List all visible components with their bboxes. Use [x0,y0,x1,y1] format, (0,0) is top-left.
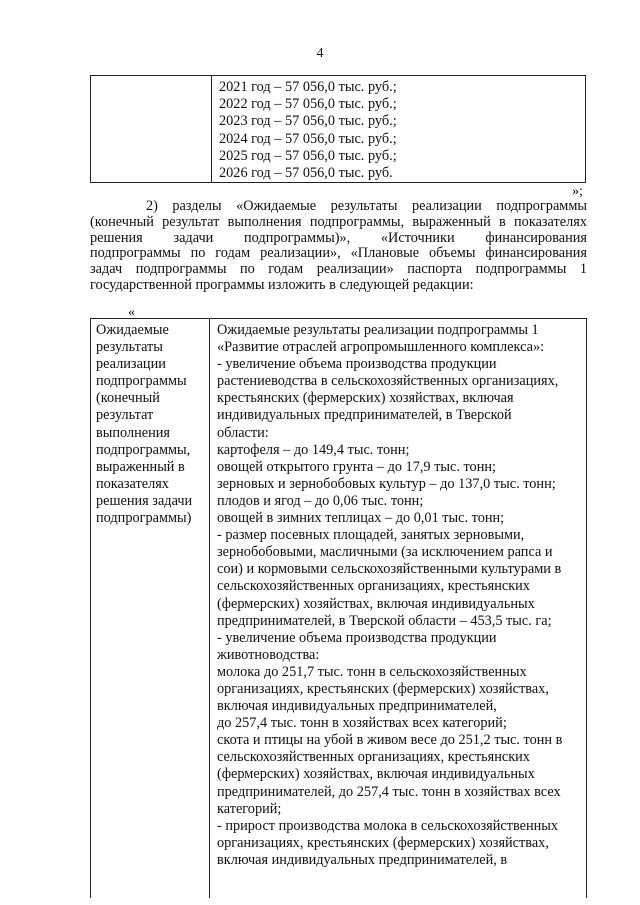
content-line: включая индивидуальных предпринимателей, [217,698,497,715]
content-line: плодов и ягод – до 0,06 тыс. тонн; [217,492,424,509]
opening-quote: « [128,305,135,320]
content-line: скота и птицы на убой в живом весе до 251,2 тыс. тонн в [217,732,563,749]
content-line: индивидуальных предпринимателей, в Тверской [217,407,512,424]
results-table [90,318,587,898]
funding-line: 2024 год – 57 056,0 тыс. руб.; [219,130,397,147]
funding-list [219,79,397,182]
funding-table [90,75,586,183]
results-header-cell [96,322,192,527]
table-column-divider [209,319,210,898]
funding-line: 2026 год – 57 056,0 тыс. руб. [219,165,393,182]
content-line: организациях, крестьянских (фермерских) хозяйствах, [217,680,549,697]
paragraph-line: решения задачи подпрограммы)», «Источники финансирования [90,229,587,246]
content-line: - увеличение объема производства продукции [217,356,497,373]
content-line: зернобобовыми, масличными (за исключением рапса и [217,544,553,561]
content-line: «Развитие отраслей агропромышленного комплекса»: [217,339,545,356]
content-line: предпринимателей, в Тверской области – 453,5 тыс. га; [217,612,552,629]
content-line: до 257,4 тыс. тонн в хозяйствах всех категорий; [217,715,507,732]
header-line: результат [96,407,154,424]
content-line: предпринимателей, до 257,4 тыс. тонн в хозяйствах всех [217,783,561,800]
header-line: подпрограммы, [96,441,191,458]
table-column-divider [211,76,212,182]
paragraph-line: задач подпрограммы по годам реализации» паспорта подпрограммы 1 [90,261,587,278]
content-line: молока до 251,7 тыс. тонн в сельскохозяйственных [217,663,527,680]
content-line: сельскохозяйственных организациях, крестьянских [217,749,530,766]
content-line: - увеличение объема производства продукции [217,629,497,646]
header-line: выполнения [96,424,170,441]
content-line: - прирост производства молока в сельскохозяйственных [217,817,559,834]
content-line: овощей в зимних теплицах – до 0,01 тыс. тонн; [217,510,505,527]
paragraph-line: государственной программы изложить в следующей редакции: [90,276,474,293]
funding-line: 2022 год – 57 056,0 тыс. руб.; [219,96,397,113]
funding-line: 2025 год – 57 056,0 тыс. руб.; [219,147,397,164]
header-line: результаты [96,339,163,356]
page-number: 4 [316,46,324,61]
content-line: организациях, крестьянских (фермерских) хозяйствах, [217,834,549,851]
closing-quote: »; [572,184,583,199]
header-line: реализации [96,356,166,373]
header-line: подпрограммы [96,373,187,390]
header-line: выраженный в [96,458,185,475]
paragraph-line: 2) разделы «Ожидаемые результаты реализации подпрограммы [146,198,587,214]
content-line: (фермерских) хозяйствах, включая индивидуальных [217,766,535,783]
content-line: - размер посевных площадей, занятых зерновыми, [217,527,525,544]
content-line: категорий; [217,800,282,817]
funding-line: 2023 год – 57 056,0 тыс. руб.; [219,113,397,130]
content-line: зерновых и зернобобовых культур – до 137,0 тыс. тонн; [217,475,556,492]
header-line: Ожидаемые [96,322,169,338]
content-line: сои) и кормовыми сельскохозяйственными культурами в [217,561,562,578]
content-line: картофеля – до 149,4 тыс. тонн; [217,441,410,458]
content-line: овощей открытого грунта – до 17,9 тыс. тонн; [217,458,496,475]
content-line: включая индивидуальных предпринимателей, в [217,851,508,868]
paragraph-line: подпрограммы по годам реализации», «Плановые объемы финансирования [90,245,587,262]
header-line: (конечный [96,390,160,407]
content-line: сельскохозяйственных организациях, крестьянских [217,578,530,595]
header-line: показателях [96,475,169,492]
funding-line: 2021 год – 57 056,0 тыс. руб.; [219,79,397,95]
content-line: Ожидаемые результаты реализации подпрограммы 1 [217,322,539,338]
results-content-cell [217,322,562,869]
content-line: крестьянских (фермерских) хозяйствах, включая [217,390,514,407]
header-line: подпрограммы) [96,510,192,527]
amendment-paragraph [90,199,587,294]
content-line: области: [217,424,269,441]
content-line: (фермерских) хозяйствах, включая индивидуальных [217,595,535,612]
paragraph-line: (конечный результат выполнения подпрограммы, выраженный в показателях [90,213,587,230]
header-line: решения задачи [96,492,193,509]
content-line: животноводства: [217,646,320,663]
content-line: растениеводства в сельскохозяйственных организациях, [217,373,559,390]
